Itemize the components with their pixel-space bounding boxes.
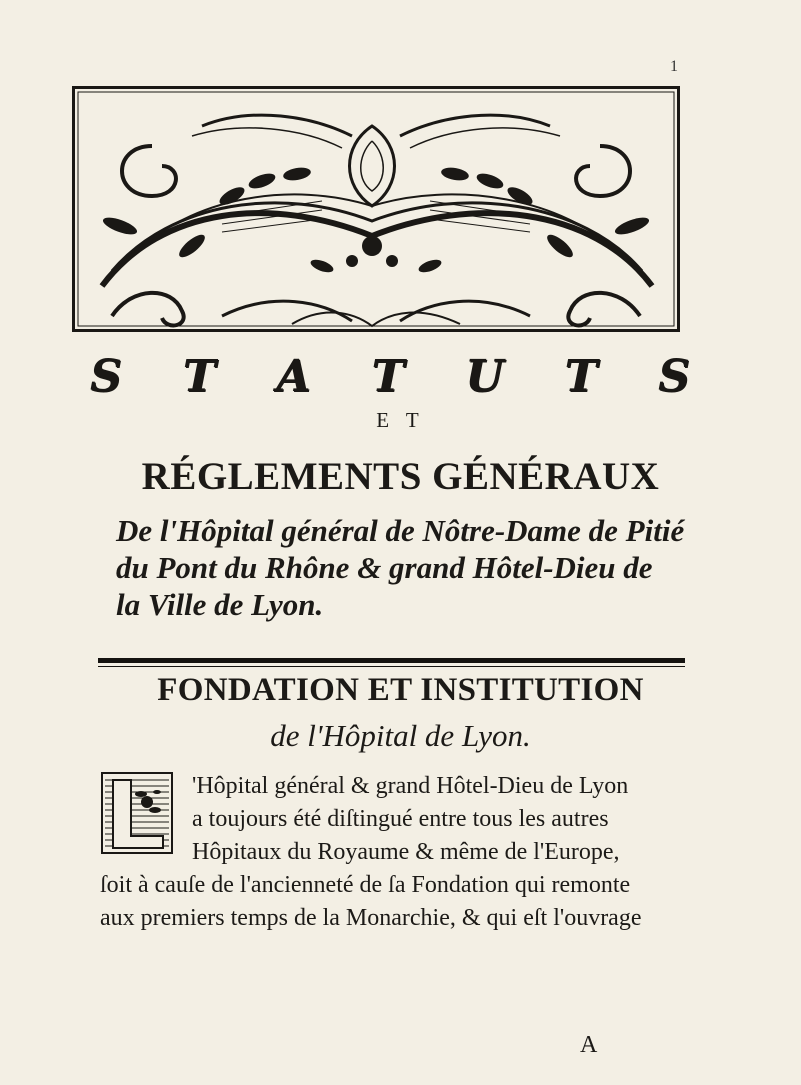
body-line: 'Hôpital général & grand Hôtel-Dieu de Lyon — [192, 773, 629, 799]
section-subheading: de l'Hôpital de Lyon. — [270, 718, 531, 753]
section-heading: FONDATION ET INSTITUTION — [157, 672, 644, 708]
body-paragraph — [100, 770, 690, 935]
page-number: 1 — [670, 58, 678, 75]
ornamental-headpiece-icon — [72, 86, 680, 332]
statuts-letter: T — [182, 351, 216, 402]
statuts-letter: T — [371, 351, 405, 402]
body-line: a toujours été diſtingué entre tous les autres — [192, 806, 609, 832]
title-subtitle — [116, 512, 706, 623]
et-conjunction: E T — [376, 408, 425, 432]
body-line: Hôpitaux du Royaume & même de l'Europe, — [192, 839, 620, 865]
subtitle-line: du Pont du Rhône & grand Hôtel-Dieu de — [116, 550, 653, 585]
statuts-letter: U — [465, 351, 504, 402]
catchword: A — [580, 1032, 598, 1058]
divider-rule-thin — [98, 666, 685, 667]
statuts-letter: S — [658, 351, 690, 402]
statuts-letter: T — [564, 351, 598, 402]
body-line: ſoit à cauſe de l'ancienneté de ſa Fondation qui remonte — [100, 872, 631, 898]
statuts-letter: S — [90, 351, 122, 402]
subtitle-line: De l'Hôpital général de Nôtre-Dame de Pitié — [116, 513, 685, 548]
page-title: RÉGLEMENTS GÉNÉRAUX — [141, 455, 660, 498]
body-line: aux premiers temps de la Monarchie, & qui eſt l'ouvrage — [100, 905, 642, 931]
divider-rule — [98, 658, 685, 663]
statuts-heading — [90, 352, 690, 402]
subtitle-line: la Ville de Lyon. — [116, 587, 324, 622]
statuts-letter: A — [276, 351, 311, 402]
